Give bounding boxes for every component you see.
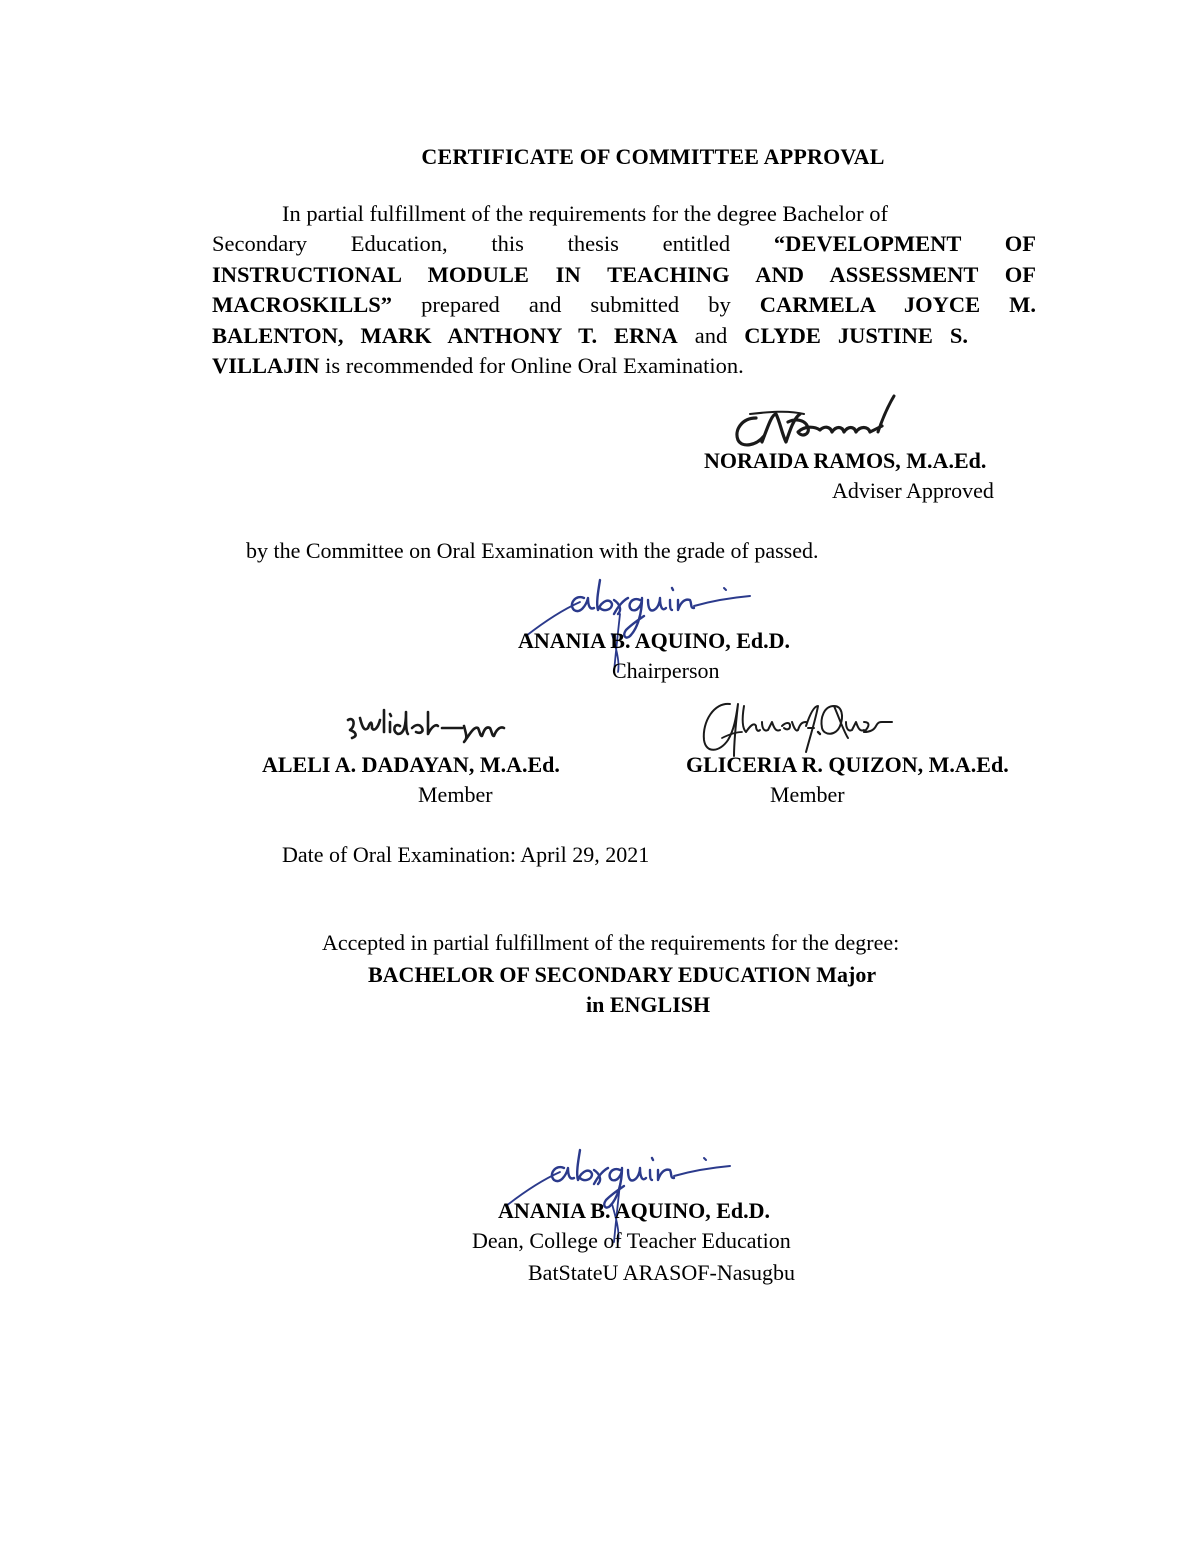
- dean-name: ANANIA B. AQUINO, Ed.D.: [498, 1198, 770, 1223]
- member1-role: Member: [418, 782, 493, 807]
- member1-name: ALELI A. DADAYAN, M.A.Ed.: [262, 752, 560, 777]
- certificate-title: CERTIFICATE OF COMMITTEE APPROVAL: [421, 144, 885, 169]
- member2-role: Member: [770, 782, 845, 807]
- member1-signature: [342, 706, 512, 746]
- chairperson-role: Chairperson: [612, 658, 720, 683]
- paragraph-line-6: VILLAJIN is recommended for Online Oral Examination.: [212, 353, 744, 379]
- exam-date: Date of Oral Examination: April 29, 2021: [282, 842, 650, 867]
- paragraph-line-5: BALENTON, MARK ANTHONY T. ERNA and CLYDE JUSTINE S.: [212, 322, 969, 348]
- chairperson-name: ANANIA B. AQUINO, Ed.D.: [518, 628, 790, 653]
- committee-statement: by the Committee on Oral Examination with the grade of passed.: [246, 538, 819, 563]
- paragraph-line-3: INSTRUCTIONAL MODULE IN TEACHING AND ASSESSMENT OF: [212, 261, 1036, 287]
- approval-paragraph: [212, 199, 1036, 381]
- member2-name: GLICERIA R. QUIZON, M.A.Ed.: [686, 752, 1009, 777]
- paragraph-line-2: Secondary Education, this thesis entitled “DEVELOPMENT OF: [212, 231, 1036, 257]
- paragraph-line-1: In partial fulfillment of the requirements for the degree Bachelor of: [282, 201, 889, 226]
- adviser-name: NORAIDA RAMOS, M.A.Ed.: [704, 448, 987, 473]
- degree-line-1: BACHELOR OF SECONDARY EDUCATION Major: [368, 962, 877, 987]
- adviser-role: Adviser Approved: [832, 478, 994, 503]
- paragraph-line-4: MACROSKILLS” prepared and submitted by CARMELA JOYCE M.: [212, 292, 1037, 318]
- dean-campus: BatStateU ARASOF-Nasugbu: [528, 1260, 796, 1285]
- degree-line-2: in ENGLISH: [586, 992, 711, 1017]
- dean-role: Dean, College of Teacher Education: [472, 1228, 791, 1253]
- accepted-statement: Accepted in partial fulfillment of the requirements for the degree:: [322, 930, 900, 955]
